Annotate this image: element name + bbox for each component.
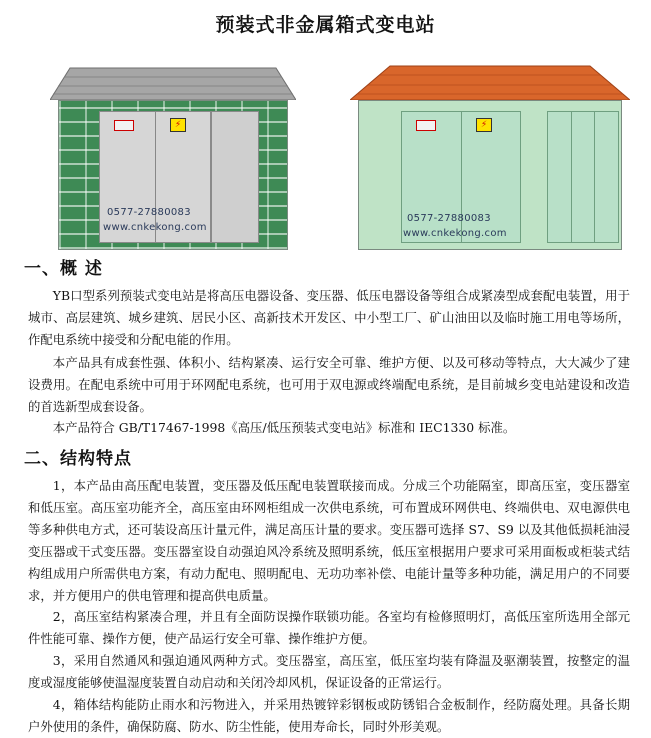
roof-gray — [50, 64, 296, 100]
overview-paragraph: 本产品具有成套性强、体积小、结构紧凑、运行安全可靠、维护方便、以及可移动等特点，大大减少了建设费用。在配电系统中可用于环网配电系统，也可用于双电源或终端配电系统，是目前城乡变电站建设和改造的首选新型成套设备。 — [28, 355, 630, 414]
name-plate — [114, 120, 134, 131]
photo-phone: 0577-27880083 — [107, 207, 191, 218]
section-heading-overview: 一、概 述 — [24, 259, 103, 279]
structure-paragraph: 4，箱体结构能防止雨水和污物进入，并采用热镀锌彩钢板或防锈铝合金板制作，经防腐处理。具备长期户外使用的条件，确保防腐、防水、防尘性能，使用寿命长，同时外形美观。 — [28, 697, 630, 734]
structure-paragraph: 3，采用自然通风和强迫通风两种方式。变压器室，高压室，低压室均装有降温及驱潮装置，按整定的温度或湿度能够使温湿度装置自动启动和关闭冷却风机，保证设备的正常运行。 — [28, 653, 630, 690]
photo-website: www.cnkekong.com — [103, 222, 207, 233]
warning-icon: ⚡ — [476, 118, 492, 132]
section-heading-structure: 二、结构特点 — [24, 449, 132, 469]
warning-icon: ⚡ — [170, 118, 186, 132]
page-title: 预装式非金属箱式变电站 — [215, 14, 436, 36]
photo-phone: 0577-27880083 — [407, 213, 491, 224]
structure-paragraph: 2，高压室结构紧凑合理，并且有全面防误操作联锁功能。各室均有检修照明灯，高低压室所选用全部元件性能可靠、操作方便，使产品运行安全可靠、操作维护方便。 — [28, 609, 630, 646]
product-photo-green — [50, 64, 296, 250]
roof-orange — [350, 64, 630, 100]
side-door-panel — [211, 111, 259, 243]
photo-website: www.cnkekong.com — [403, 228, 507, 239]
name-plate — [416, 120, 436, 131]
wall-mint — [358, 100, 622, 250]
side-door-panel — [547, 111, 619, 243]
structure-paragraph: 1，本产品由高压配电装置，变压器及低压配电装置联接而成。分成三个功能隔室，即高压室，变压器室和低压室。高压室功能齐全，高压室由环网柜组成一次供电系统，可布置成环网供电、终端供电、双电源供电等多种供电方式，还可装设高压计量元件，满足高压计量的要求。变压器可选择 S7、S9 以及其他低损耗油浸变压器或干式变压器。变压器室设自动强迫风冷系统及照明系统，低压室根据用户要求可采用面板或柜装式结构组成用户所需供电方案，有动力配电、照明配电、无功功率补偿、电能计量等多种功能，满足用户的不同要求，并方便用户的供电管理和提高供电质量。 — [28, 478, 630, 603]
overview-paragraph: 本产品符合 GB/T17467-1998《高压/低压预装式变电站》标准和 IEC1330 标准。 — [52, 420, 516, 435]
wall-green — [58, 100, 288, 250]
product-photo-mint — [350, 64, 630, 250]
overview-paragraph: YB口型系列预装式变电站是将高压电器设备、变压器、低压电器设备等组合成紧凑型成套配电装置，用于城市、高层建筑、城乡建筑、居民小区、高新技术开发区、中小型工厂、矿山油田以及临时施工用电等场所，作配电系统中接受和分配电能的作用。 — [28, 288, 630, 347]
